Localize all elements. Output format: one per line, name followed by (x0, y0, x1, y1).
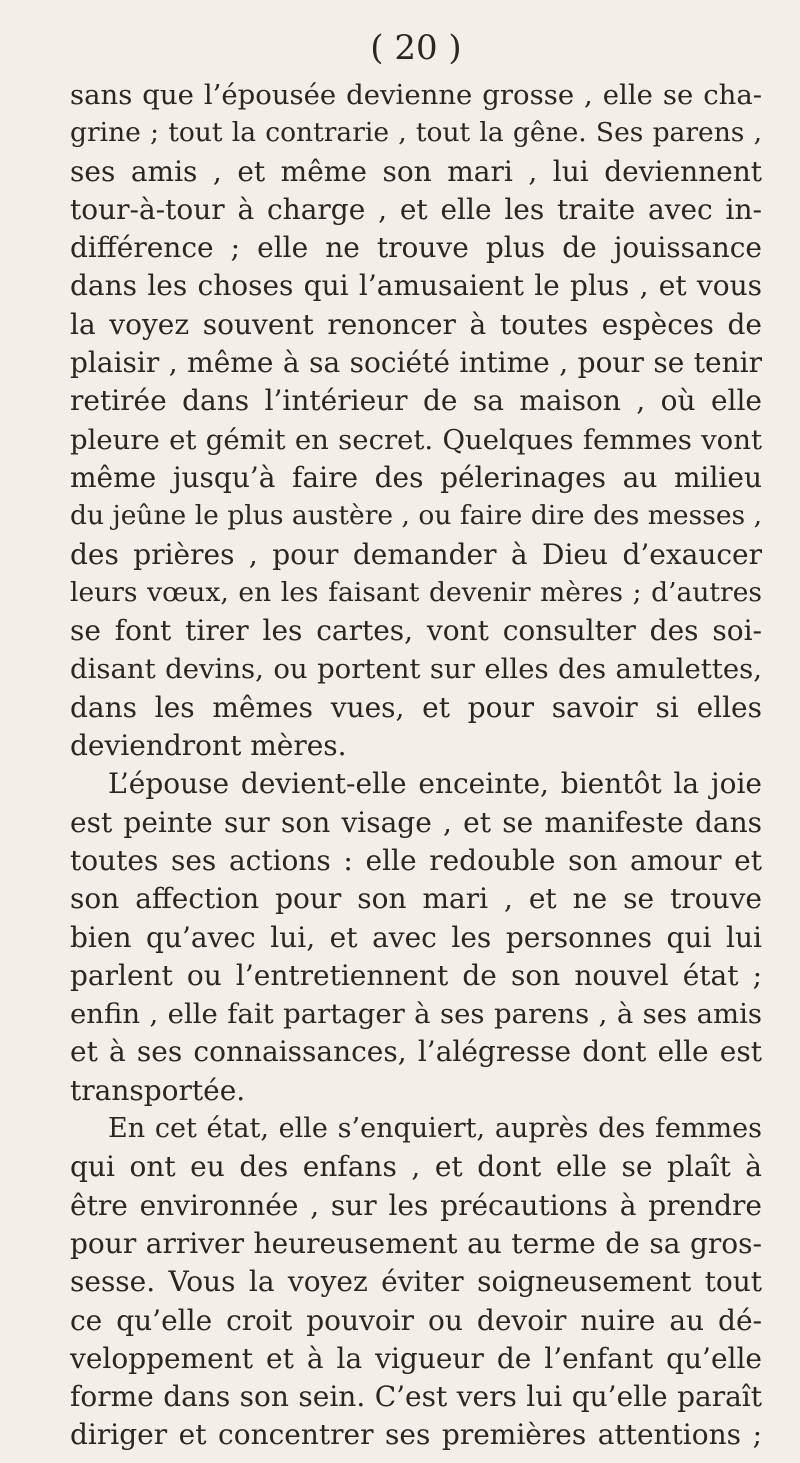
text-line: bien qu’avec lui, et avec les personnes qui lui (70, 920, 762, 954)
text-line: veloppement et à la vigueur de l’enfant qu’elle (70, 1341, 762, 1375)
page-number: ( 20 ) (370, 28, 462, 68)
text-line: toutes ses actions : elle redouble son amour et (70, 843, 762, 877)
text-line: est peinte sur son visage , et se manifeste dans (70, 805, 762, 839)
text-line: parlent ou l’entretiennent de son nouvel état ; (70, 958, 762, 992)
text-line: forme dans son sein. C’est vers lui qu’elle paraît (70, 1380, 762, 1414)
text-line: qui ont eu des enfans , et dont elle se plaît à (70, 1150, 762, 1184)
text-line: diriger et concentrer ses premières attentions ; (70, 1418, 762, 1452)
text-line: différence ; elle ne trouve plus de jouissance (70, 231, 762, 265)
text-line: tour-à-tour à charge , et elle les traite avec in- (70, 192, 762, 226)
text-line: ce qu’elle croit pouvoir ou devoir nuire au dé- (70, 1303, 762, 1337)
text-line: son affection pour son mari , et ne se trouve (70, 882, 762, 916)
text-line: retirée dans l’intérieur de sa maison , où elle (70, 384, 762, 418)
text-line: se font tirer les cartes, vont consulter des soi- (70, 614, 762, 648)
text-line: sesse. Vous la voyez éviter soigneusement tout (70, 1265, 762, 1299)
text-line: dans les choses qui l’amusaient le plus , et vous (70, 269, 762, 303)
text-line: disant devins, ou portent sur elles des amulettes, (70, 653, 762, 686)
text-line: même jusqu’à faire des pélerinages au milieu (70, 460, 762, 494)
text-line: être environnée , sur les précautions à prendre (70, 1188, 762, 1222)
text-line: transportée. (70, 1073, 246, 1107)
text-line: des prières , pour demander à Dieu d’exaucer (70, 537, 762, 571)
text-line: dans les mêmes vues, et pour savoir si elles (70, 690, 762, 724)
text-line: En cet état, elle s’enquiert, auprès des femmes (108, 1113, 762, 1145)
text-line: ses amis , et même son mari , lui deviennent (70, 154, 762, 188)
text-line: pour arriver heureusement au terme de sa gros- (70, 1226, 762, 1260)
text-line: la voyez souvent renoncer à toutes espèces de (70, 307, 762, 341)
text-line: enfin , elle fait partager à ses parens , à ses amis (70, 998, 762, 1031)
body-text (70, 76, 762, 1455)
text-line: deviendront mères. (70, 729, 347, 763)
text-line: grine ; tout la contrarie , tout la gêne. Ses parens , (70, 117, 762, 149)
text-line: L’épouse devient-elle enceinte, bientôt la joie (108, 767, 762, 801)
text-line: leurs vœux, en les faisant devenir mères ; d’autres (70, 576, 762, 608)
text-line: plaisir , même à sa société intime , pour se tenir (70, 346, 762, 380)
text-line: et à ses connaissances, l’alégresse dont elle est (70, 1035, 762, 1069)
text-line: pleure et gémit en secret. Quelques femmes vont (70, 423, 762, 456)
text-line: sans que l’épousée devienne grosse , elle se cha- (70, 79, 762, 111)
text-line: du jeûne le plus austère , ou faire dire des messes , (70, 500, 762, 532)
